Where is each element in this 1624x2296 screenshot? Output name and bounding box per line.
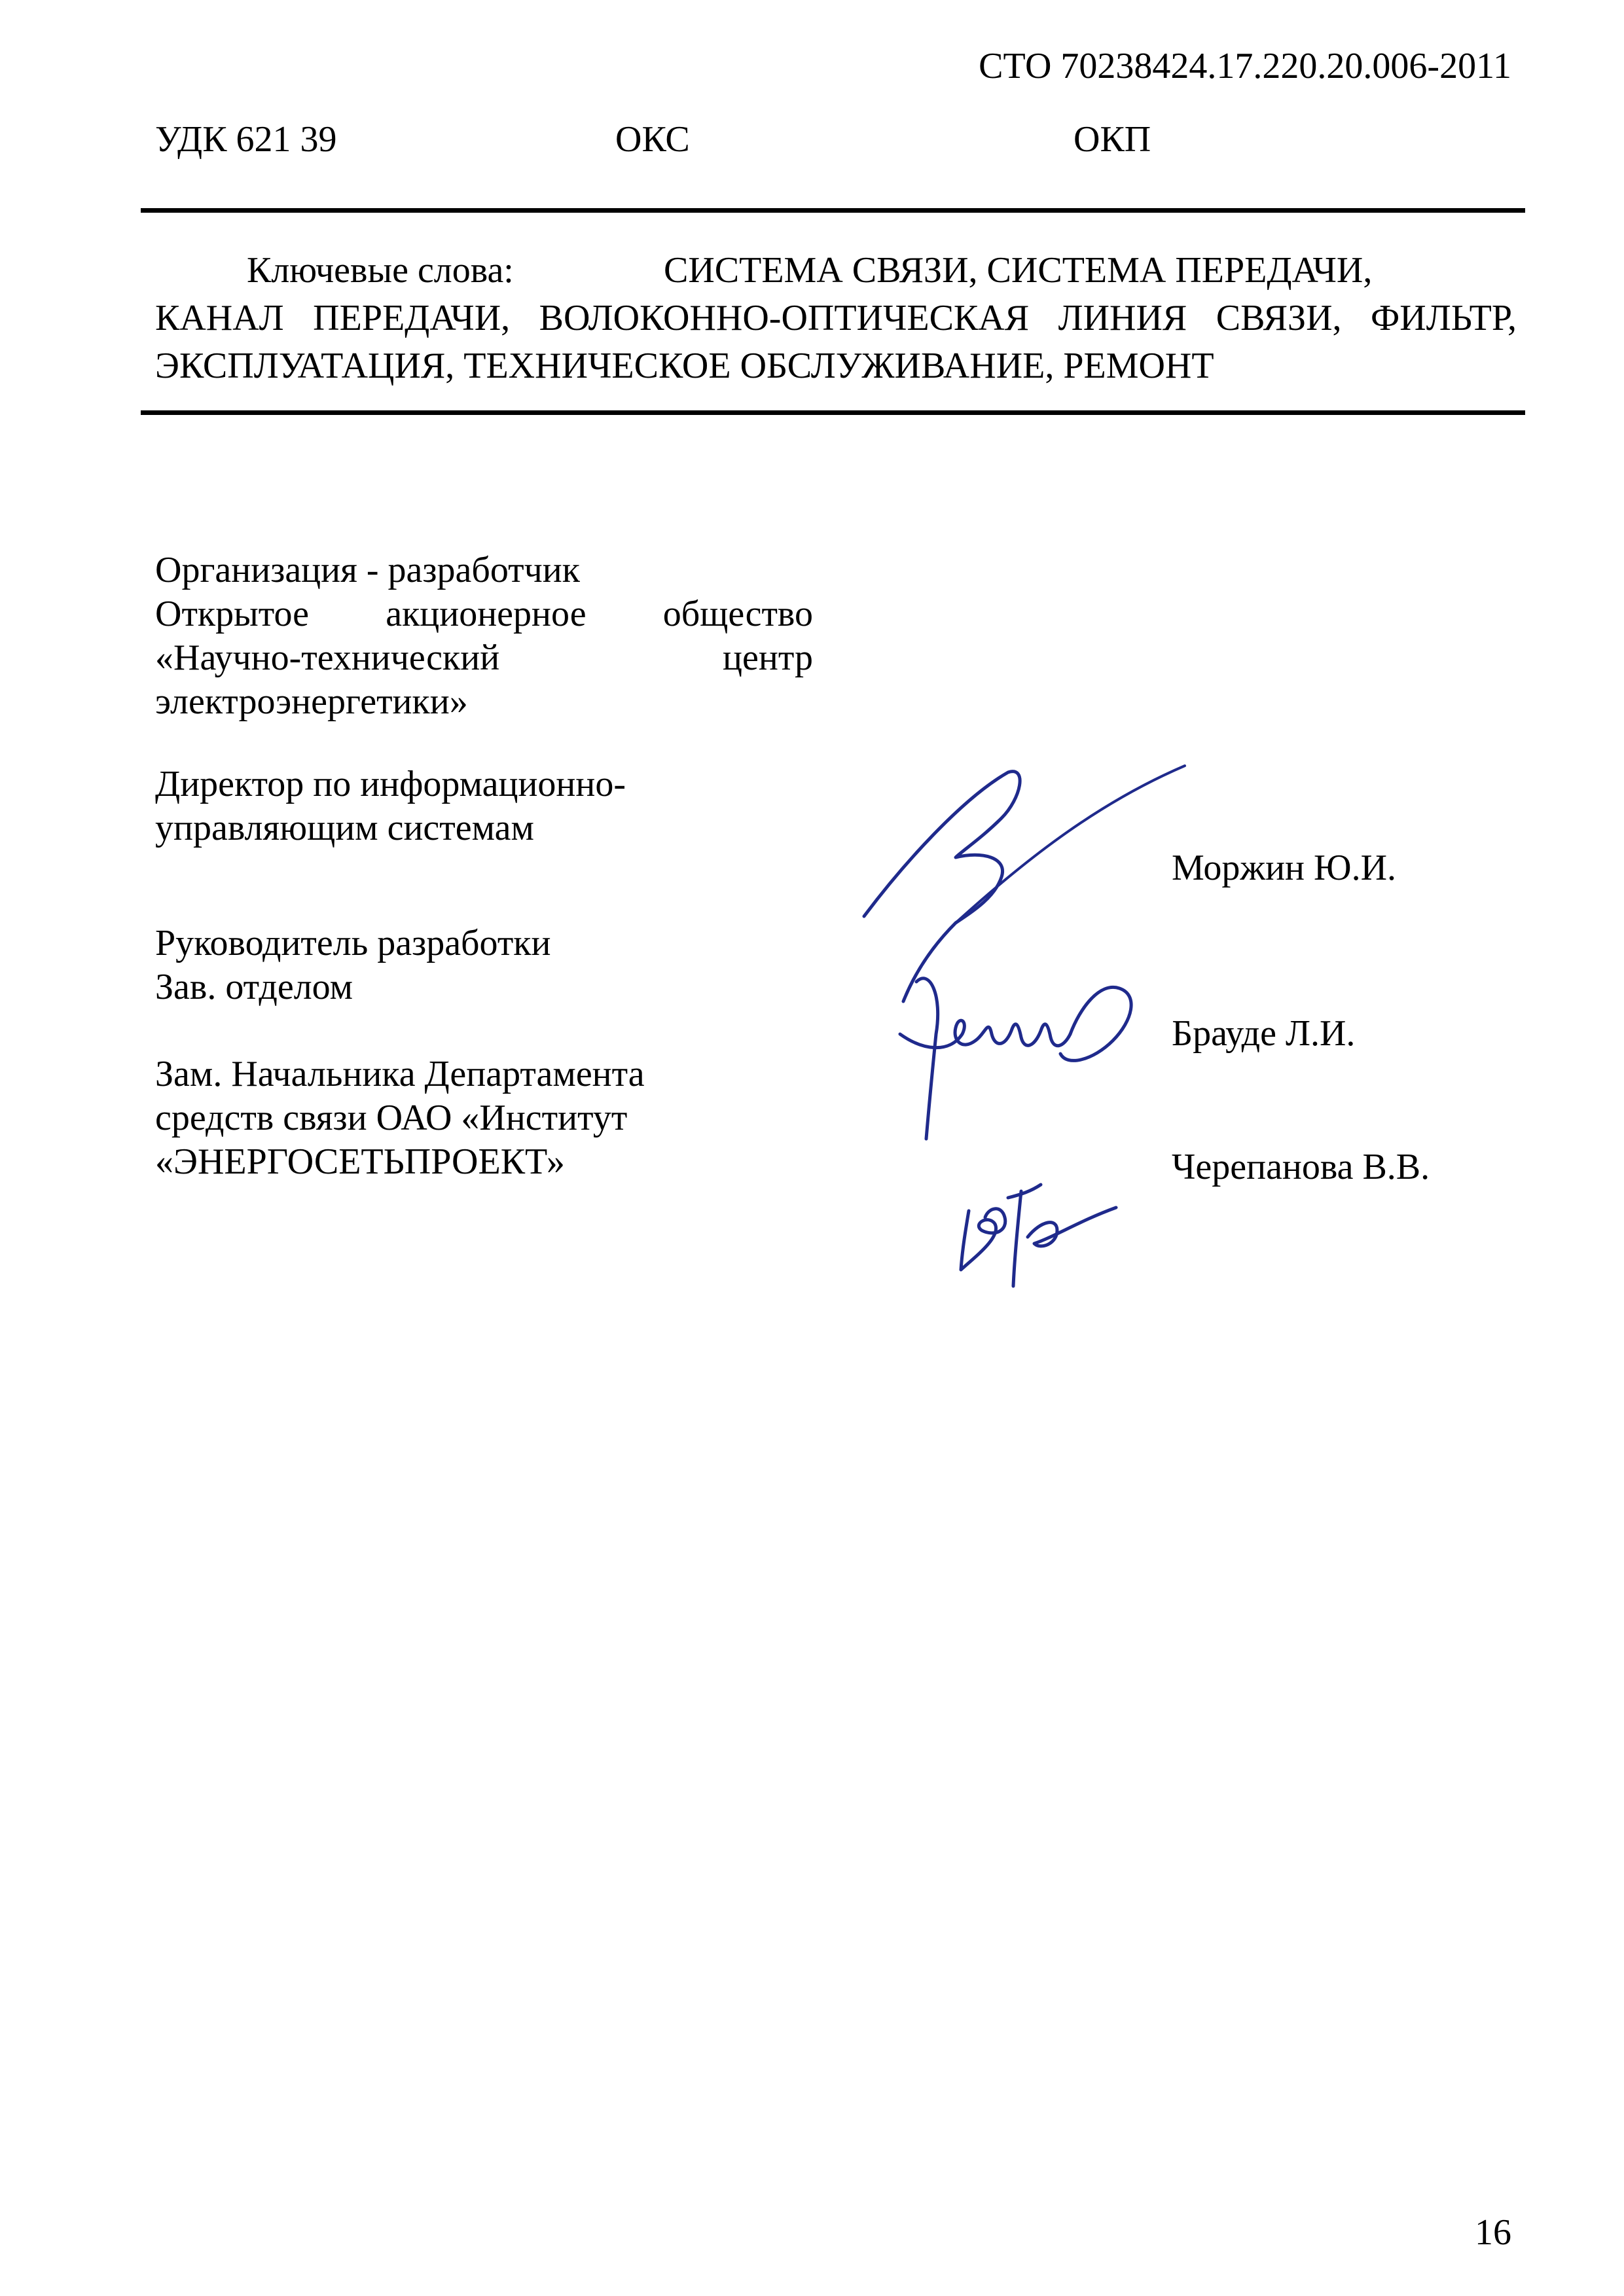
keywords-line-1 [155, 249, 1517, 296]
signatory-name-1: Моржин Ю.И. [1172, 848, 1397, 888]
signatory-position-1 [155, 762, 626, 850]
position-line: Руководитель разработки [155, 923, 551, 963]
position-line: Директор по информационно- [155, 764, 626, 804]
position-line: управляющим системам [155, 808, 534, 848]
signatory-name-2: Брауде Л.И. [1172, 1013, 1356, 1054]
signatory-position-3 [155, 1052, 645, 1184]
position-line: Зам. Начальника Департамента [155, 1054, 645, 1094]
signature-braude [897, 956, 1146, 1145]
top-divider [141, 208, 1525, 213]
page-number: 16 [1475, 2212, 1511, 2253]
developer-heading: Организация - разработчик [155, 550, 580, 590]
okp-code: ОКП [1074, 119, 1151, 160]
keywords-text-2: КАНАЛ ПЕРЕДАЧИ, ВОЛОКОННО-ОПТИЧЕСКАЯ ЛИНИЯ СВЯЗИ, ФИЛЬТР, [155, 298, 1517, 338]
oks-code: ОКС [615, 119, 690, 160]
position-line: «ЭНЕРГОСЕТЬПРОЕКТ» [155, 1141, 565, 1182]
developer-organization [155, 548, 813, 724]
position-line: средств связи ОАО «Институт [155, 1098, 628, 1138]
developer-line-3: электроэнергетики» [155, 681, 468, 722]
developer-line-1: Открытое акционерное общество [155, 594, 813, 634]
signature-cherepanova [949, 1158, 1119, 1289]
udk-code: УДК 621 39 [155, 119, 337, 160]
developer-line-2: «Научно-технический центр [155, 637, 813, 678]
keywords-label: Ключевые слова: [247, 250, 514, 291]
signatory-position-2 [155, 922, 550, 1009]
signatory-name-3: Черепанова В.В. [1172, 1147, 1430, 1187]
document-code: СТО 70238424.17.220.20.006-2011 [979, 46, 1511, 86]
keywords-text-1: СИСТЕМА СВЯЗИ, СИСТЕМА ПЕРЕДАЧИ, [664, 250, 1373, 291]
keywords-block [155, 249, 1517, 392]
position-line: Зав. отделом [155, 967, 353, 1007]
keywords-text-3: ЭКСПЛУАТАЦИЯ, ТЕХНИЧЕСКОЕ ОБСЛУЖИВАНИЕ, РЕМОНТ [155, 346, 1214, 386]
bottom-divider [141, 410, 1525, 415]
